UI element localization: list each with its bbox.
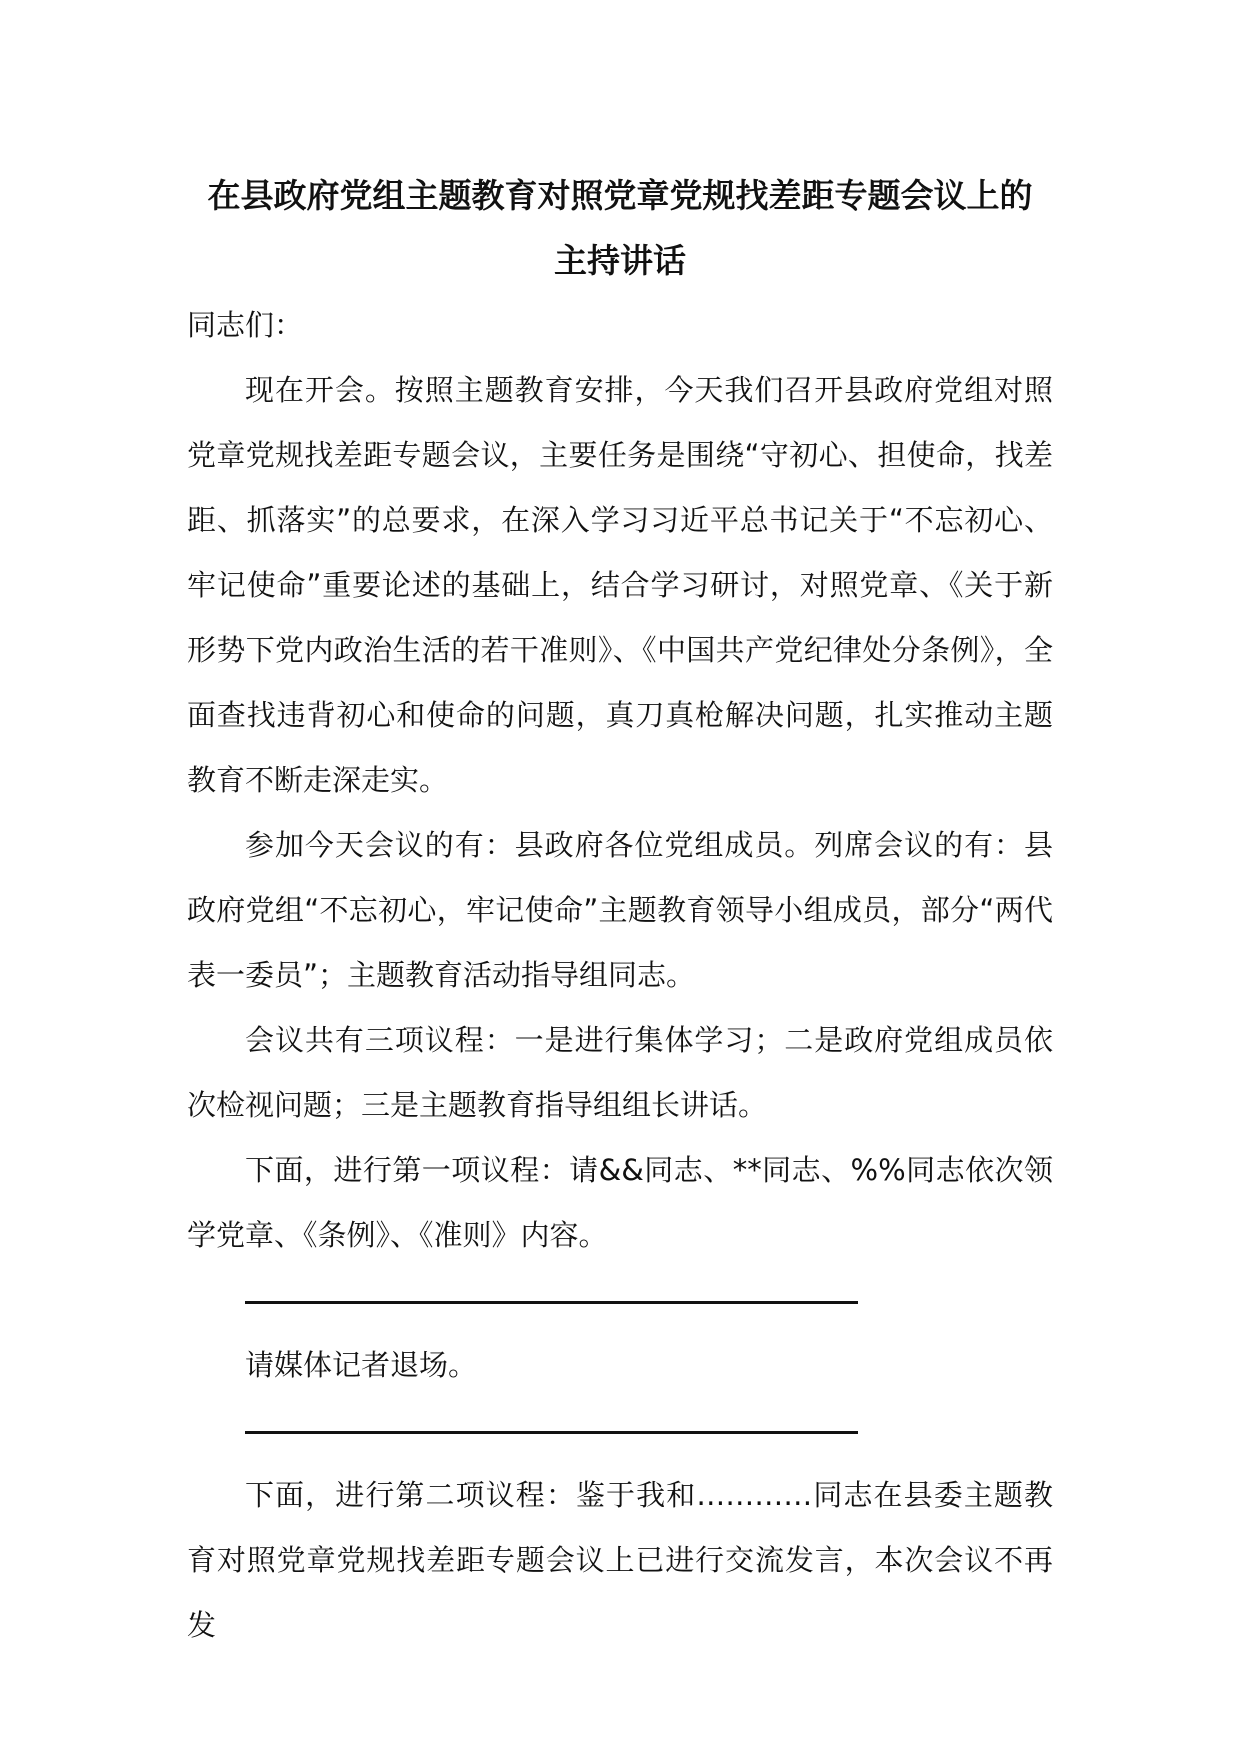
paragraph-opening: 现在开会。按照主题教育安排，今天我们召开县政府党组对照党章党规找差距专题会议，主要任务是围绕“守初心、担使命，找差距、抓落实”的总要求，在深入学习习近平总书记关于“不忘初心、牢记使命”重要论述的基础上，结合学习研讨，对照党章、《关于新形势下党内政治生活的若干准则》、《中国共产党纪律处分条例》，全面查找违背初心和使命的问题，真刀真枪解决问题，扎实推动主题教育不断走深走实。 <box>187 373 1053 797</box>
section-divider <box>187 1398 1053 1463</box>
document-title-line-2: 主持讲话 <box>554 241 686 280</box>
section-divider <box>187 1268 1053 1333</box>
paragraph-agenda: 会议共有三项议程：一是进行集体学习；二是政府党组成员依次检视问题；三是主题教育指导组组长讲话。 <box>187 1023 1053 1122</box>
paragraph-media-exit: 请媒体记者退场。 <box>245 1348 478 1382</box>
paragraph-attendees: 参加今天会议的有：县政府各位党组成员。列席会议的有：县政府党组“不忘初心，牢记使命”主题教育领导小组成员，部分“两代表一委员”；主题教育活动指导组同志。 <box>187 828 1053 992</box>
paragraph-agenda-item-1: 下面，进行第一项议程：请&&同志、**同志、%%同志依次领学党章、《条例》、《准则》内容。 <box>187 1153 1053 1252</box>
paragraph-agenda-item-2: 下面，进行第二项议程：鉴于我和…………同志在县委主题教育对照党章党规找差距专题会议上已进行交流发言，本次会议不再发 <box>187 1478 1053 1642</box>
document-title-line-1: 在县政府党组主题教育对照党章党规找差距专题会议上的 <box>207 176 1033 215</box>
salutation: 同志们： <box>187 308 304 342</box>
